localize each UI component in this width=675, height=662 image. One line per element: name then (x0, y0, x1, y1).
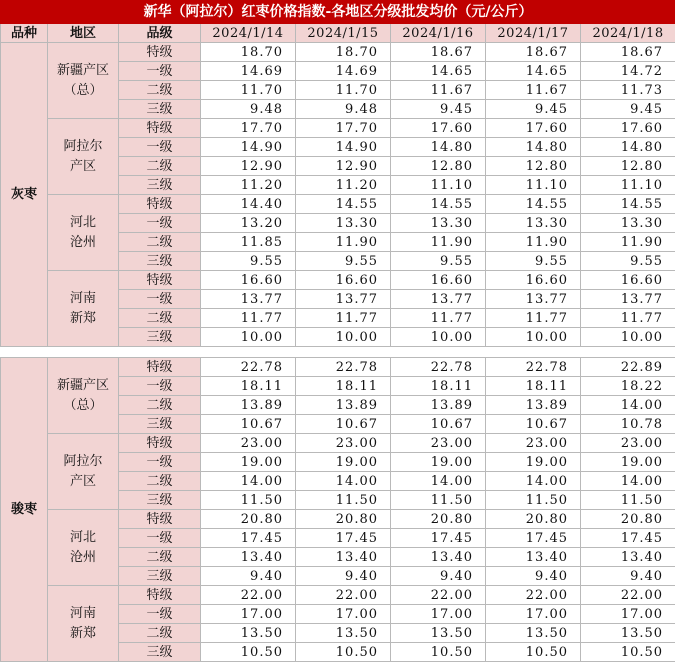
region-cell (48, 434, 119, 510)
price-cell: 12.80 (581, 157, 675, 176)
price-cell: 22.78 (201, 358, 296, 377)
table-row (1, 195, 675, 214)
price-cell: 13.30 (296, 214, 391, 233)
price-cell: 11.77 (486, 309, 581, 328)
grade-cell: 三级 (119, 100, 201, 119)
price-cell: 13.89 (391, 396, 486, 415)
price-cell: 22.00 (581, 586, 675, 605)
price-cell: 14.72 (581, 62, 675, 81)
price-cell: 10.50 (201, 643, 296, 662)
price-cell: 11.77 (581, 309, 675, 328)
price-cell: 16.60 (581, 271, 675, 290)
price-cell: 14.69 (201, 62, 296, 81)
price-cell: 13.50 (201, 624, 296, 643)
grade-cell: 一级 (119, 290, 201, 309)
header-date-4: 2024/1/17 (486, 24, 581, 43)
region-name-line: 新疆产区 (48, 376, 118, 396)
price-cell: 9.45 (391, 100, 486, 119)
price-cell: 14.00 (581, 472, 675, 491)
price-cell: 13.77 (581, 290, 675, 309)
price-cell: 17.00 (581, 605, 675, 624)
price-cell: 9.45 (581, 100, 675, 119)
price-cell: 9.40 (391, 567, 486, 586)
price-cell: 13.50 (296, 624, 391, 643)
price-cell: 13.89 (201, 396, 296, 415)
price-cell: 12.80 (486, 157, 581, 176)
price-cell: 22.78 (391, 358, 486, 377)
price-cell: 14.00 (581, 396, 675, 415)
price-cell: 9.55 (201, 252, 296, 271)
price-cell: 9.45 (486, 100, 581, 119)
price-cell: 11.10 (391, 176, 486, 195)
region-name-line: 新疆产区 (48, 61, 118, 81)
price-cell: 13.40 (486, 548, 581, 567)
price-cell: 22.00 (486, 586, 581, 605)
price-cell: 11.67 (486, 81, 581, 100)
price-cell: 18.11 (201, 377, 296, 396)
price-cell: 17.45 (201, 529, 296, 548)
price-cell: 13.40 (581, 548, 675, 567)
region-name-line: 河南 (48, 289, 118, 309)
price-cell: 18.22 (581, 377, 675, 396)
price-cell: 10.50 (581, 643, 675, 662)
price-cell: 17.00 (296, 605, 391, 624)
price-cell: 13.89 (296, 396, 391, 415)
price-cell: 17.70 (296, 119, 391, 138)
grade-cell: 二级 (119, 157, 201, 176)
price-cell: 17.00 (486, 605, 581, 624)
grade-cell: 特级 (119, 195, 201, 214)
grade-cell: 二级 (119, 233, 201, 252)
grade-cell: 二级 (119, 548, 201, 567)
grade-cell: 三级 (119, 252, 201, 271)
price-cell: 19.00 (201, 453, 296, 472)
grade-cell: 特级 (119, 358, 201, 377)
grade-cell: 二级 (119, 396, 201, 415)
section-gap (1, 347, 675, 358)
section-gap-cell (1, 347, 675, 358)
price-cell: 13.40 (201, 548, 296, 567)
region-cell (48, 271, 119, 347)
price-cell: 11.85 (201, 233, 296, 252)
price-cell: 20.80 (581, 510, 675, 529)
price-cell: 11.10 (581, 176, 675, 195)
price-cell: 17.00 (201, 605, 296, 624)
region-name-line: 河北 (48, 213, 118, 233)
price-cell: 9.55 (486, 252, 581, 271)
price-cell: 13.30 (391, 214, 486, 233)
price-cell: 14.90 (296, 138, 391, 157)
price-cell: 13.77 (486, 290, 581, 309)
grade-cell: 特级 (119, 586, 201, 605)
region-name-line: 河北 (48, 528, 118, 548)
table-row (1, 43, 675, 62)
price-cell: 22.00 (391, 586, 486, 605)
price-cell: 18.11 (391, 377, 486, 396)
region-cell (48, 119, 119, 195)
price-cell: 11.50 (486, 491, 581, 510)
price-cell: 10.00 (486, 328, 581, 347)
price-cell: 12.90 (201, 157, 296, 176)
grade-cell: 特级 (119, 43, 201, 62)
price-cell: 20.80 (296, 510, 391, 529)
price-cell: 22.00 (296, 586, 391, 605)
price-cell: 14.80 (581, 138, 675, 157)
price-cell: 13.30 (486, 214, 581, 233)
price-cell: 22.00 (201, 586, 296, 605)
price-cell: 22.78 (296, 358, 391, 377)
header-date-3: 2024/1/16 (391, 24, 486, 43)
price-cell: 14.90 (201, 138, 296, 157)
price-cell: 11.50 (391, 491, 486, 510)
price-cell: 14.55 (391, 195, 486, 214)
grade-cell: 三级 (119, 415, 201, 434)
region-name-line: 新郑 (48, 624, 118, 644)
price-cell: 16.60 (486, 271, 581, 290)
region-name-line: 沧州 (48, 548, 118, 568)
price-cell: 10.00 (581, 328, 675, 347)
grade-cell: 一级 (119, 138, 201, 157)
price-cell: 10.00 (201, 328, 296, 347)
price-cell: 18.70 (296, 43, 391, 62)
price-cell: 11.77 (391, 309, 486, 328)
grade-cell: 一级 (119, 605, 201, 624)
price-cell: 13.50 (486, 624, 581, 643)
price-cell: 13.89 (486, 396, 581, 415)
price-cell: 10.67 (201, 415, 296, 434)
region-cell (48, 510, 119, 586)
price-cell: 23.00 (201, 434, 296, 453)
price-cell: 17.70 (201, 119, 296, 138)
region-name-line: 新郑 (48, 309, 118, 329)
price-cell: 9.48 (201, 100, 296, 119)
region-cell (48, 586, 119, 662)
price-cell: 10.78 (581, 415, 675, 434)
region-name-line: 阿拉尔 (48, 452, 118, 472)
grade-cell: 三级 (119, 643, 201, 662)
variety-cell: 灰枣 (1, 43, 48, 347)
price-cell: 17.60 (486, 119, 581, 138)
region-name-line: （总） (48, 396, 118, 416)
price-cell: 19.00 (391, 453, 486, 472)
price-cell: 11.90 (486, 233, 581, 252)
price-cell: 9.40 (486, 567, 581, 586)
region-name-line: 阿拉尔 (48, 137, 118, 157)
price-cell: 9.55 (296, 252, 391, 271)
table-row (1, 586, 675, 605)
price-cell: 13.77 (296, 290, 391, 309)
price-cell: 17.60 (581, 119, 675, 138)
table-row (1, 510, 675, 529)
grade-cell: 三级 (119, 328, 201, 347)
title-row (1, 1, 675, 24)
price-cell: 13.50 (391, 624, 486, 643)
grade-cell: 一级 (119, 529, 201, 548)
price-cell: 18.67 (486, 43, 581, 62)
variety-cell: 骏枣 (1, 358, 48, 662)
region-cell (48, 43, 119, 119)
price-cell: 23.00 (296, 434, 391, 453)
price-cell: 16.60 (391, 271, 486, 290)
grade-cell: 三级 (119, 567, 201, 586)
price-cell: 11.77 (201, 309, 296, 328)
price-cell: 17.45 (296, 529, 391, 548)
price-cell: 10.50 (486, 643, 581, 662)
price-cell: 11.90 (581, 233, 675, 252)
header-variety: 品种 (1, 24, 48, 43)
grade-cell: 特级 (119, 271, 201, 290)
price-cell: 23.00 (486, 434, 581, 453)
price-cell: 11.20 (201, 176, 296, 195)
price-cell: 9.55 (581, 252, 675, 271)
price-cell: 17.00 (391, 605, 486, 624)
grade-cell: 三级 (119, 491, 201, 510)
grade-cell: 二级 (119, 624, 201, 643)
grade-cell: 三级 (119, 176, 201, 195)
price-cell: 10.50 (391, 643, 486, 662)
price-cell: 13.77 (391, 290, 486, 309)
price-cell: 10.50 (296, 643, 391, 662)
price-cell: 20.80 (486, 510, 581, 529)
price-cell: 23.00 (581, 434, 675, 453)
price-cell: 11.73 (581, 81, 675, 100)
table-body (1, 43, 675, 662)
price-cell: 19.00 (486, 453, 581, 472)
price-cell: 14.80 (391, 138, 486, 157)
price-cell: 10.67 (486, 415, 581, 434)
price-cell: 10.00 (296, 328, 391, 347)
table-row (1, 119, 675, 138)
grade-cell: 二级 (119, 81, 201, 100)
price-cell: 11.50 (201, 491, 296, 510)
price-cell: 13.50 (581, 624, 675, 643)
header-date-5: 2024/1/18 (581, 24, 675, 43)
price-cell: 10.67 (391, 415, 486, 434)
price-cell: 11.20 (296, 176, 391, 195)
grade-cell: 二级 (119, 472, 201, 491)
price-cell: 18.67 (581, 43, 675, 62)
price-cell: 14.00 (296, 472, 391, 491)
grade-cell: 特级 (119, 119, 201, 138)
price-cell: 18.11 (296, 377, 391, 396)
price-cell: 14.40 (201, 195, 296, 214)
price-cell: 12.80 (391, 157, 486, 176)
price-cell: 13.20 (201, 214, 296, 233)
region-name-line: （总） (48, 81, 118, 101)
region-name-line: 河南 (48, 604, 118, 624)
grade-cell: 一级 (119, 453, 201, 472)
price-cell: 9.48 (296, 100, 391, 119)
price-cell: 14.65 (486, 62, 581, 81)
price-cell: 11.90 (296, 233, 391, 252)
price-cell: 13.30 (581, 214, 675, 233)
grade-cell: 一级 (119, 377, 201, 396)
price-cell: 12.90 (296, 157, 391, 176)
price-cell: 14.65 (391, 62, 486, 81)
price-cell: 10.00 (391, 328, 486, 347)
grade-cell: 一级 (119, 214, 201, 233)
header-region: 地区 (48, 24, 119, 43)
region-name-line: 产区 (48, 157, 118, 177)
price-cell: 17.45 (391, 529, 486, 548)
price-cell: 14.69 (296, 62, 391, 81)
price-cell: 9.55 (391, 252, 486, 271)
table-row (1, 271, 675, 290)
price-cell: 17.60 (391, 119, 486, 138)
price-cell: 14.55 (486, 195, 581, 214)
price-cell: 9.40 (201, 567, 296, 586)
price-cell: 16.60 (201, 271, 296, 290)
grade-cell: 特级 (119, 510, 201, 529)
price-cell: 16.60 (296, 271, 391, 290)
grade-cell: 一级 (119, 62, 201, 81)
region-name-line: 产区 (48, 472, 118, 492)
price-cell: 17.45 (486, 529, 581, 548)
table-title: 新华（阿拉尔）红枣价格指数-各地区分级批发均价（元/公斤） (1, 1, 675, 24)
price-cell: 11.70 (296, 81, 391, 100)
region-cell (48, 358, 119, 434)
region-cell (48, 195, 119, 271)
price-cell: 14.55 (296, 195, 391, 214)
price-cell: 23.00 (391, 434, 486, 453)
price-cell: 14.80 (486, 138, 581, 157)
price-cell: 10.67 (296, 415, 391, 434)
price-cell: 9.40 (296, 567, 391, 586)
price-cell: 20.80 (391, 510, 486, 529)
region-name-line: 沧州 (48, 233, 118, 253)
price-cell: 18.11 (486, 377, 581, 396)
price-cell: 17.45 (581, 529, 675, 548)
price-cell: 22.78 (486, 358, 581, 377)
price-cell: 14.55 (581, 195, 675, 214)
price-cell: 11.10 (486, 176, 581, 195)
header-grade: 品级 (119, 24, 201, 43)
price-cell: 11.90 (391, 233, 486, 252)
price-cell: 11.67 (391, 81, 486, 100)
price-cell: 9.40 (581, 567, 675, 586)
header-row (1, 24, 675, 43)
header-date-2: 2024/1/15 (296, 24, 391, 43)
price-cell: 11.77 (296, 309, 391, 328)
price-cell: 14.00 (391, 472, 486, 491)
grade-cell: 特级 (119, 434, 201, 453)
price-cell: 22.89 (581, 358, 675, 377)
price-cell: 18.67 (391, 43, 486, 62)
header-date-1: 2024/1/14 (201, 24, 296, 43)
price-cell: 20.80 (201, 510, 296, 529)
price-cell: 11.50 (296, 491, 391, 510)
price-cell: 18.70 (201, 43, 296, 62)
price-cell: 19.00 (296, 453, 391, 472)
table-row (1, 434, 675, 453)
price-cell: 13.40 (296, 548, 391, 567)
table-row (1, 358, 675, 377)
price-cell: 19.00 (581, 453, 675, 472)
price-cell: 14.00 (201, 472, 296, 491)
price-cell: 13.40 (391, 548, 486, 567)
price-cell: 11.70 (201, 81, 296, 100)
price-cell: 11.50 (581, 491, 675, 510)
price-cell: 14.00 (486, 472, 581, 491)
price-cell: 13.77 (201, 290, 296, 309)
grade-cell: 二级 (119, 309, 201, 328)
